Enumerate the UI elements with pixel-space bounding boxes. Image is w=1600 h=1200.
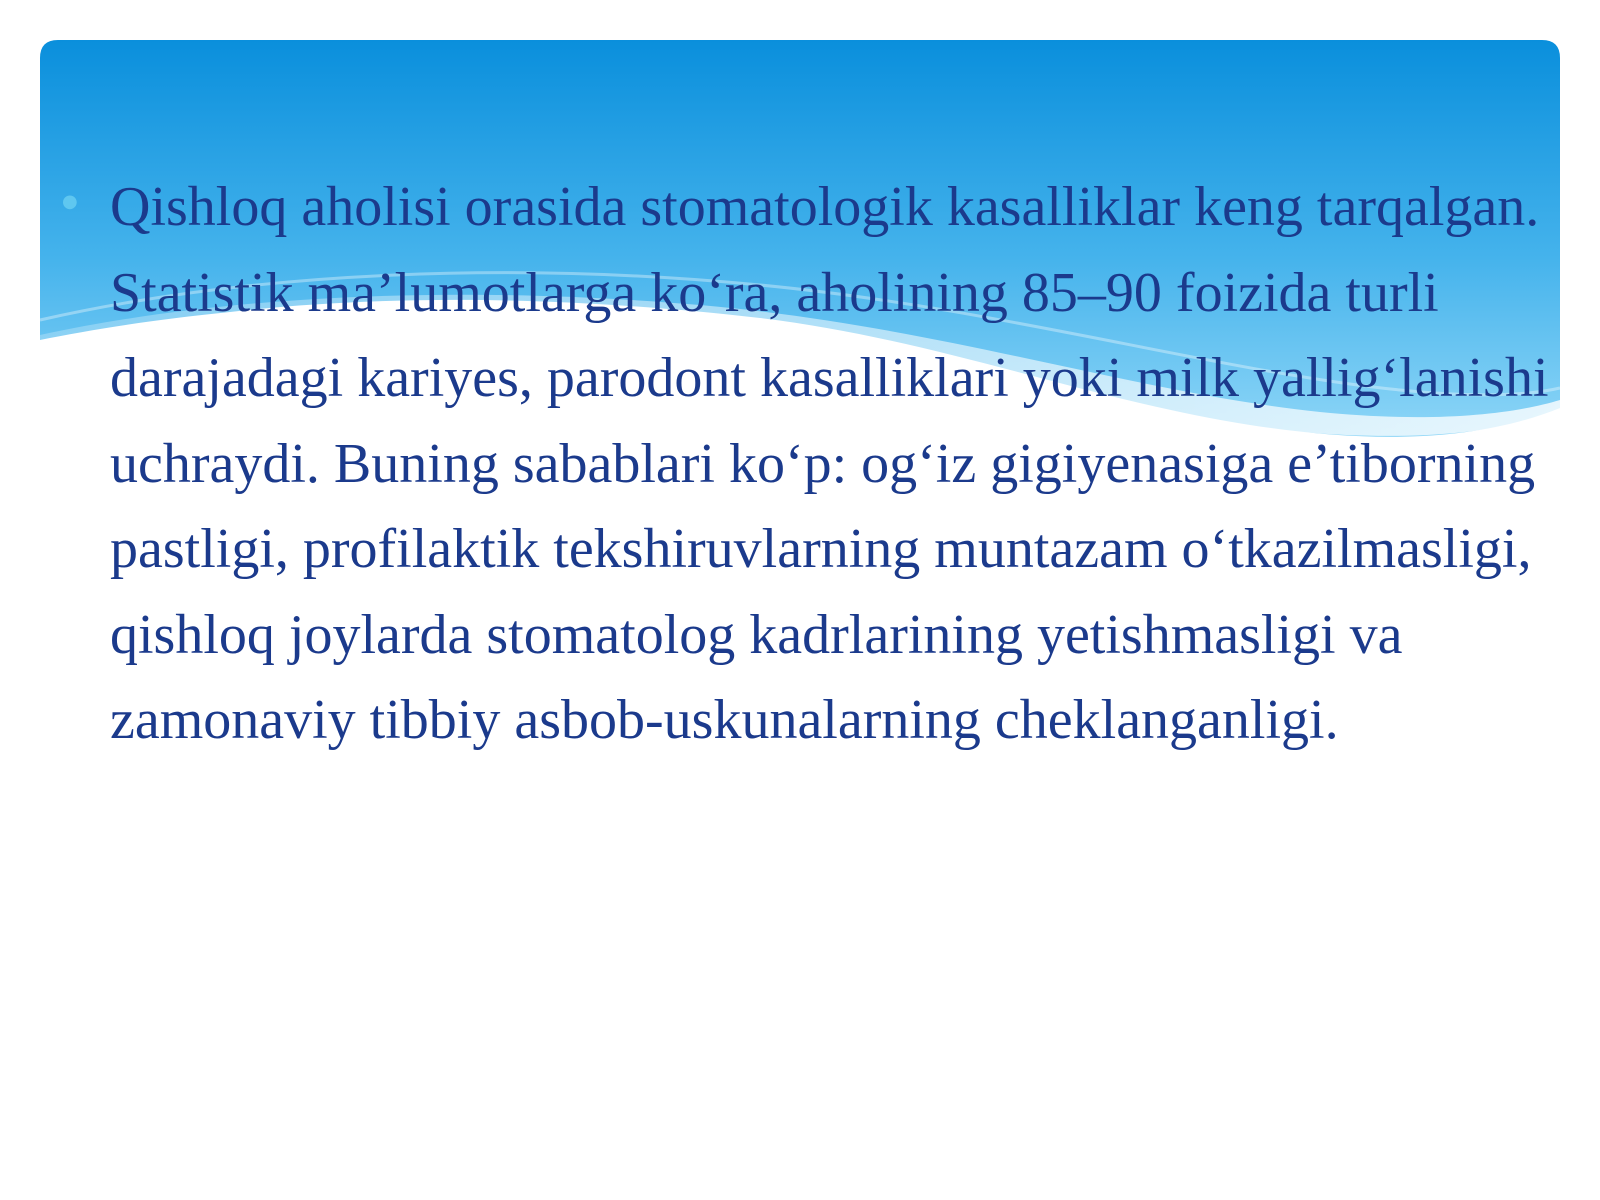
bullet-dot-icon: ● xyxy=(62,191,78,212)
content-area xyxy=(62,165,1552,764)
slide-paragraph: Qishloq aholisi orasida stomatologik kasalliklar keng tarqalgan. Statistik ma’lumotlarga ko‘ra, aholining 85–90 foizida turli darajadagi kariyes, parodont kasalliklari yoki milk yallig‘lanishi uchraydi. Buning sabablari ko‘p: og‘iz gigiyenasiga e’tiborning pastligi, profilaktik tekshiruvlarning muntazam o‘tkazilmasligi, qishloq joylarda stomatolog kadrlarining yetishmasligi va zamonaviy tibbiy asbob-uskunalarning cheklanganligi. xyxy=(110,176,1549,751)
